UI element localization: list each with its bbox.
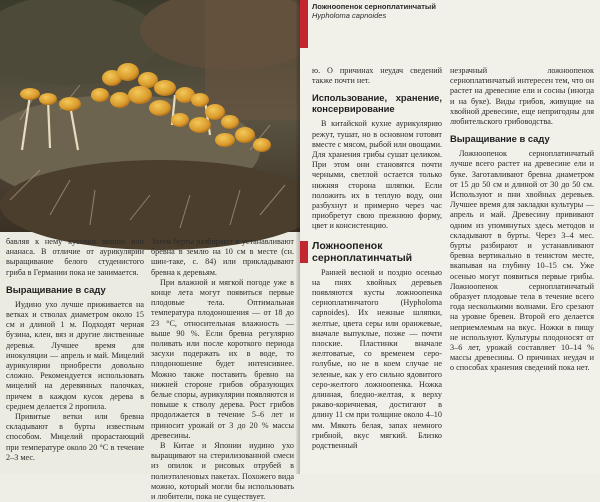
paragraph: В китайской кухне аурикулярию режут, тушат, но в основном готовят вместе с мясом, рыбой или овощами. Для хранения грибы сушат целиком. При этом они становятся почти черными, светлой остается только нижняя сторона шляпки. Если положить их в теплую воду, они разбухнут и примерно через час приобретут свою прежнюю форму, цвет и консистенцию. [312,119,442,231]
left-column-2 [151,237,294,502]
paragraph: незрачный ложноопенок серноплатинчатый интересен тем, что он растет на древесине ели и сосны (иногда и на буке). Виды грибов, живущие на хвойной древесине, еще непригодны для любительского грибоводства. [450,66,594,127]
section-heading: Выращивание в саду [450,133,550,145]
paragraph: ю. О причинах неудач сведений также почти нет. [312,66,442,86]
section-heading-species: Ложноопенок серноплатинчатый [312,239,413,264]
right-page [300,0,600,474]
paragraph: Ложноопенок серноплатинчатый лучше всего растет на древесине ели и буке. Заготавливают бревна диаметром от 15 до 50 см и длиной от 30 до 50 см. Используют и пни хвойных деревьев. Лучшее время для закладки культуры — апрель и май. Древесину прививают одним из упомянутых здесь методов и складывают в бурты. Через 3–4 мес. бурты разбирают и устанавливают бревна вертикально в тенистом месте, вкапывая на глубину 10–15 см. Уже осенью могут появиться первые грибы. Ложноопенок серноплатинчатый образует плодовые тела в течение всего года несколькими волнами. Его срезают на уровне бревен. Второй его делается неприемлемым на вкус. Ножки в пищу не используют. Культуры плодоносят от 3–6 лет, урожай составляет 10–14 % массы древесины. О причинах неудач и о способах хранения сведений пока нет. [450,149,594,373]
paragraph: Ранней весной и поздно осенью на пнях хвойных деревьев появляются кусты ложноопенка серноплатинчатого (Hypholoma capnoides). Их нежные шляпки, желтые, цвета серы или оранжевые, вначале выпуклые, позже — почти плоские. Пластинки вначале желтоватые, со временем серо-голубые, но не в коем случае не зеленые, как у его сильно ядовитого серо-желтого ложноопенка. Ножка длинная, бледно-желтая, к верху ржаво-коричневая, достигают в длину 11 см при толщине около 4–10 мм. Мякоть белая, запах немного грибной, вкус мягкий. Близко родственный [312,267,442,451]
section-heading: Использование, хранение, консервирование [312,92,442,115]
section-heading: Выращивание в саду [6,283,106,295]
right-column-2 [450,66,594,374]
running-head-latin: Hypholoma capnoides [312,10,387,20]
paragraph: В Китае и Японии иудино ухо выращивают на стерилизованной смеси из опилок и рисовых отрубей в полиэтиленовых пакетах. Похожего вида можно, который могли бы использовать и любители, пока не существует. [151,441,294,502]
running-head-title: Ложноопенок серноплатинчатый [312,2,436,11]
mushroom-photo [0,0,300,232]
mushroom-cluster-image [0,0,300,232]
running-head [312,3,442,20]
right-column-1 [312,66,442,451]
accent-bar-mid [300,241,308,263]
intro-paragraph: бавляя к нему кусочки вишни или ананаса. В отличие от аурикулярии выращивание белого студенистого гриба в Германии пока не занимается. [6,237,144,277]
accent-bar-top [300,0,308,48]
paragraph: Привитые ветки или бревна складывают в бурты известным способом. Мицелий прорастающий при температуре около 20 °С в течение 2–3 мес. [6,412,144,462]
left-column-1 [6,237,144,463]
paragraph: Затем бурты разбирают и устанавливают бревна в землю на 10 см в месте (сн. шин-таке, с. 84) или прикладывают бревна к деревьям. [151,237,294,277]
paragraph: При влажной и мягкой погоде уже в конце лета могут появиться первые плодовые тела. Оптимальная температура плодоношения — от 18 до 23 °С, относительная влажность — выше 90 %. Если бревна регулярно поливать или после короткого периода засухи подержать их в воде, то плодоношение будет интенсивнее. Можно также поставить бревно на нижней стороне грибов образующих белые споры, аурикулярии появляются и повыше к стволу дерева. Рост грибов продолжается в течение 5–6 лет и приносит урожай от 3 до 20 % массы древесины. [151,277,294,440]
paragraph: Иудино ухо лучше приживается на ветках и стволах диаметром около 15 см и длиной 1 м. Подходят черная бузина, клен, вяз и другие лиственные деревья. Лучшее время для инокуляции — апрель и май. Мицелий аурикулярии приобрести довольно сложно. Рекомендуется использовать мицелий на деревянных палочках, причем в каждом кусок дерева в среднем делается 2 пропила. [6,299,144,411]
